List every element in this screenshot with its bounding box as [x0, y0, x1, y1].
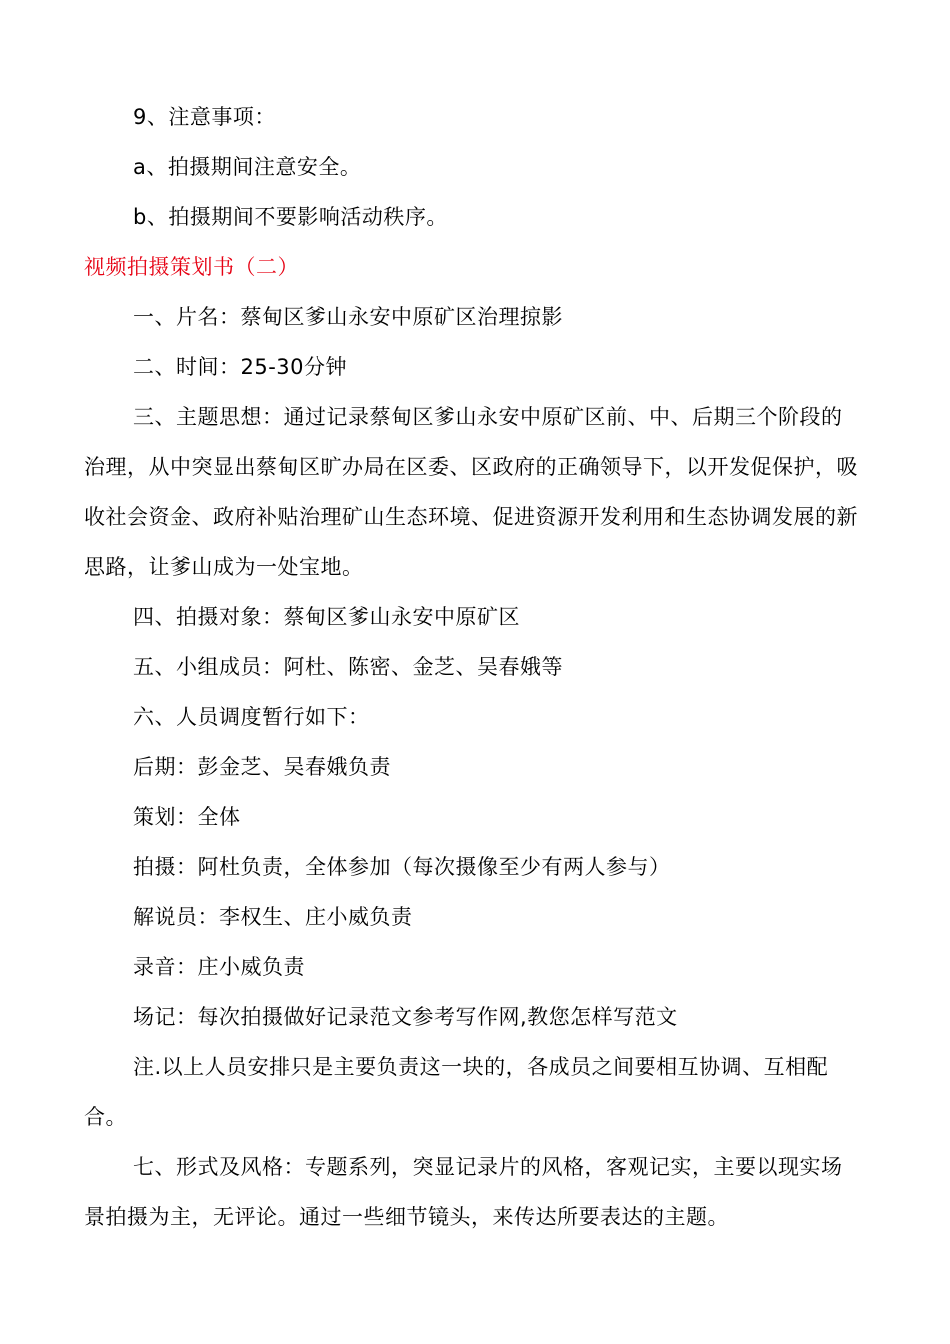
paragraph-shooting: 拍摄：阿杜负责，全体参加（每次摄像至少有两人参与） — [133, 855, 671, 879]
paragraph-planning: 策划：全体 — [133, 805, 241, 829]
paragraph-note-a: a、拍摄期间注意安全。 — [133, 155, 362, 179]
paragraph-note-b: b、拍摄期间不要影响活动秩序。 — [133, 205, 448, 229]
paragraph-script-supervisor: 场记：每次拍摄做好记录范文参考写作网,教您怎样写范文 — [133, 1005, 678, 1029]
paragraph-notes-title: 9、注意事项： — [133, 105, 276, 129]
paragraph-style: 七、形式及风格：专题系列，突显记录片的风格，客观记实，主要以现实场景拍摄为主，无评论。通过一些细节镜头，来传达所要表达的主题。 — [84, 1155, 843, 1229]
paragraph-duration: 二、时间：25-30分钟 — [133, 355, 348, 379]
document-body — [84, 92, 860, 1242]
section-heading: 视频拍摄策划书（二） — [84, 255, 299, 279]
paragraph-recording: 录音：庄小威负责 — [133, 955, 305, 979]
paragraph-note: 注.以上人员安排只是主要负责这一块的，各成员之间要相互协调、互相配合。 — [84, 1055, 829, 1129]
paragraph-film-title: 一、片名：蔡甸区爹山永安中原矿区治理掠影 — [133, 305, 563, 329]
paragraph-subject: 四、拍摄对象：蔡甸区爹山永安中原矿区 — [133, 605, 520, 629]
paragraph-narrator: 解说员：李权生、庄小威负责 — [133, 905, 413, 929]
paragraph-members: 五、小组成员：阿杜、陈密、金芝、吴春娥等 — [133, 655, 563, 679]
paragraph-post-production: 后期：彭金芝、吴春娥负责 — [133, 755, 391, 779]
paragraph-staffing: 六、人员调度暂行如下： — [133, 705, 370, 729]
paragraph-theme: 三、主题思想：通过记录蔡甸区爹山永安中原矿区前、中、后期三个阶段的治理，从中突显出蔡甸区旷办局在区委、区政府的正确领导下，以开发促保护，吸收社会资金、政府补贴治理矿山生态环境、促进资源开发利用和生态协调发展的新思路，让爹山成为一处宝地。 — [84, 405, 858, 579]
